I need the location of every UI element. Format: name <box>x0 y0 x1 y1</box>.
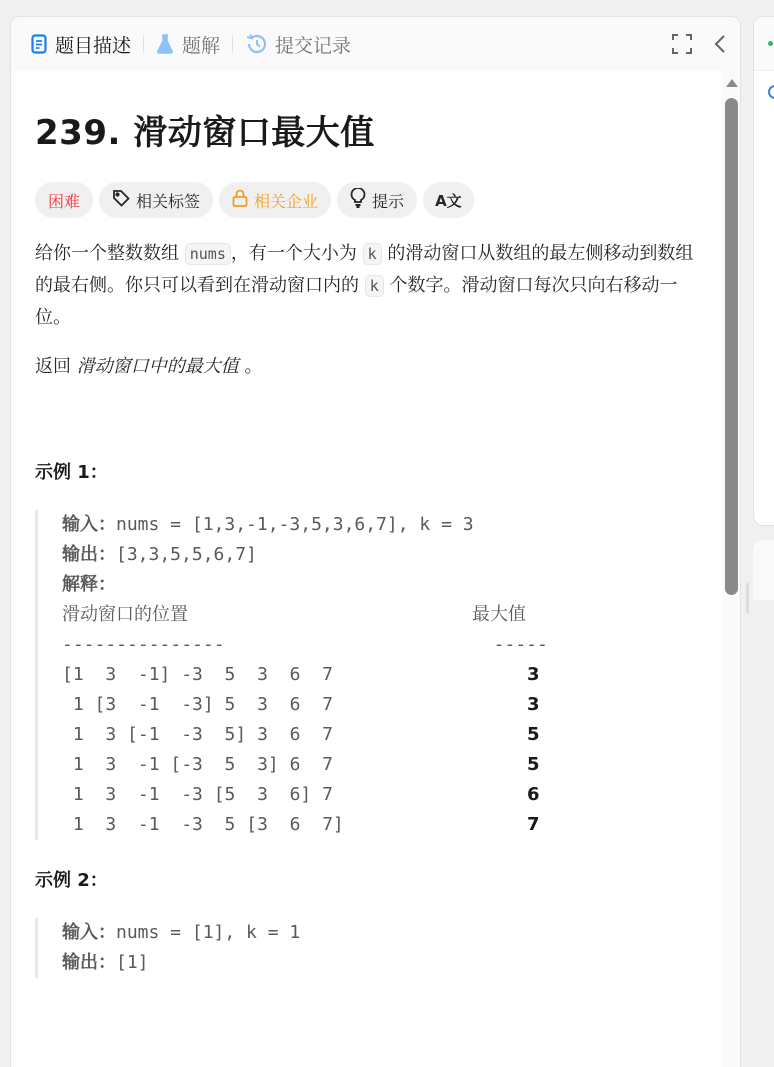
table-row <box>62 720 698 750</box>
output-label: 输出： <box>62 544 116 565</box>
max-cell: 5 <box>527 724 540 745</box>
window-cell: [1 3 -1] -3 5 3 6 7 <box>62 664 333 685</box>
flask-icon <box>156 34 174 54</box>
max-cell: 3 <box>527 664 540 685</box>
input-label: 输入： <box>62 514 116 535</box>
window-cell: 1 [3 -1 -3] 5 3 6 7 <box>62 694 333 715</box>
related-companies-label: 相关企业 <box>254 191 319 211</box>
tab-submissions[interactable] <box>245 31 351 58</box>
fullscreen-icon[interactable] <box>672 34 692 54</box>
tab-solutions[interactable] <box>156 31 220 58</box>
document-icon <box>31 34 47 54</box>
example-output-line <box>62 540 698 570</box>
example-2-title: 示例 2： <box>35 870 108 891</box>
header-window: 滑动窗口的位置 <box>62 604 188 625</box>
window-cell: 1 3 -1 [-3 5 3] 6 7 <box>62 754 333 775</box>
scrollbar-thumb[interactable] <box>725 98 738 595</box>
max-cell: 5 <box>527 754 540 775</box>
tag-icon <box>112 189 130 211</box>
output-value: [3,3,5,5,6,7] <box>116 544 257 565</box>
scroll-up-arrow-icon[interactable] <box>726 79 738 87</box>
code-panel-header <box>754 17 774 71</box>
problem-title: 239. 滑动窗口最大值 <box>35 113 375 153</box>
example-1-title: 示例 1： <box>35 462 108 483</box>
text: 给你一个整数数组 <box>35 243 185 264</box>
divider-max: ----- <box>472 634 548 655</box>
translate-icon: A文 <box>435 191 462 210</box>
inline-code: nums <box>185 243 231 265</box>
panel-resize-handle[interactable] <box>746 583 749 613</box>
chevron-left-icon[interactable] <box>714 34 726 54</box>
related-companies-button[interactable] <box>219 182 331 218</box>
window-cell: 1 3 [-1 -3 5] 3 6 7 <box>62 724 333 745</box>
tab-divider <box>232 35 233 53</box>
tab-label: 题解 <box>182 34 221 57</box>
window-cell: 1 3 -1 -3 5 [3 6 7] <box>62 814 344 835</box>
example-output-line <box>62 948 698 978</box>
tab-divider <box>143 35 144 53</box>
inline-code: k <box>365 275 384 297</box>
status-dot-icon <box>768 41 773 46</box>
example-2-block <box>35 918 698 978</box>
tab-bar <box>11 17 740 71</box>
tab-label: 提交记录 <box>275 34 352 57</box>
max-cell: 7 <box>527 814 540 835</box>
language-icon <box>768 85 774 99</box>
example-input-line <box>62 510 698 540</box>
table-row <box>62 690 698 720</box>
code-panel-edge <box>753 16 774 526</box>
inline-code: k <box>363 243 382 265</box>
explanation-label: 解释： <box>62 574 116 595</box>
emphasis-text: 滑动窗口中的最大值 <box>76 356 239 377</box>
testcase-panel-edge <box>753 540 774 600</box>
output-value: [1] <box>116 952 149 973</box>
text: 个数字。滑动窗口每次只向右移动一位。 <box>35 275 678 328</box>
problem-content <box>11 71 722 1067</box>
table-header <box>62 600 698 630</box>
problem-tags <box>35 182 698 218</box>
history-icon <box>245 34 267 54</box>
table-row <box>62 810 698 840</box>
table-row <box>62 750 698 780</box>
table-row <box>62 660 698 690</box>
return-paragraph <box>35 351 698 382</box>
divider-window: --------------- <box>62 634 225 655</box>
example-1-block <box>35 510 698 840</box>
text: 。 <box>238 356 263 377</box>
lightbulb-icon <box>350 188 366 212</box>
lock-icon <box>232 189 248 211</box>
max-cell: 6 <box>527 784 540 805</box>
vertical-scrollbar[interactable] <box>722 71 740 1067</box>
input-label: 输入： <box>62 922 116 943</box>
input-value: nums = [1], k = 1 <box>116 922 301 943</box>
tab-label: 题目描述 <box>55 34 132 57</box>
text: ，有一个大小为 <box>230 243 363 264</box>
hint-button[interactable] <box>337 182 417 218</box>
related-tags-button[interactable] <box>99 182 213 218</box>
translate-button[interactable] <box>423 182 474 218</box>
text: 返回 <box>35 356 77 377</box>
table-row <box>62 780 698 810</box>
hint-label: 提示 <box>372 191 405 211</box>
input-value: nums = [1,3,-1,-3,5,3,6,7], k = 3 <box>116 514 474 535</box>
problem-description <box>35 238 698 382</box>
header-max: 最大值 <box>472 604 526 625</box>
related-tags-label: 相关标签 <box>136 191 201 211</box>
table-divider <box>62 630 698 660</box>
output-label: 输出： <box>62 952 116 973</box>
difficulty-badge[interactable] <box>35 182 93 218</box>
problem-panel <box>10 16 741 1067</box>
max-cell: 3 <box>527 694 540 715</box>
description-paragraph <box>35 238 698 333</box>
text: 的滑动窗口从数组的最左侧移动到数组的最右侧。你只可以看到在滑动窗口内的 <box>35 243 694 296</box>
difficulty-label: 困难 <box>48 191 81 211</box>
tab-description[interactable] <box>31 31 131 58</box>
example-input-line <box>62 918 698 948</box>
window-cell: 1 3 -1 -3 [5 3 6] 7 <box>62 784 333 805</box>
